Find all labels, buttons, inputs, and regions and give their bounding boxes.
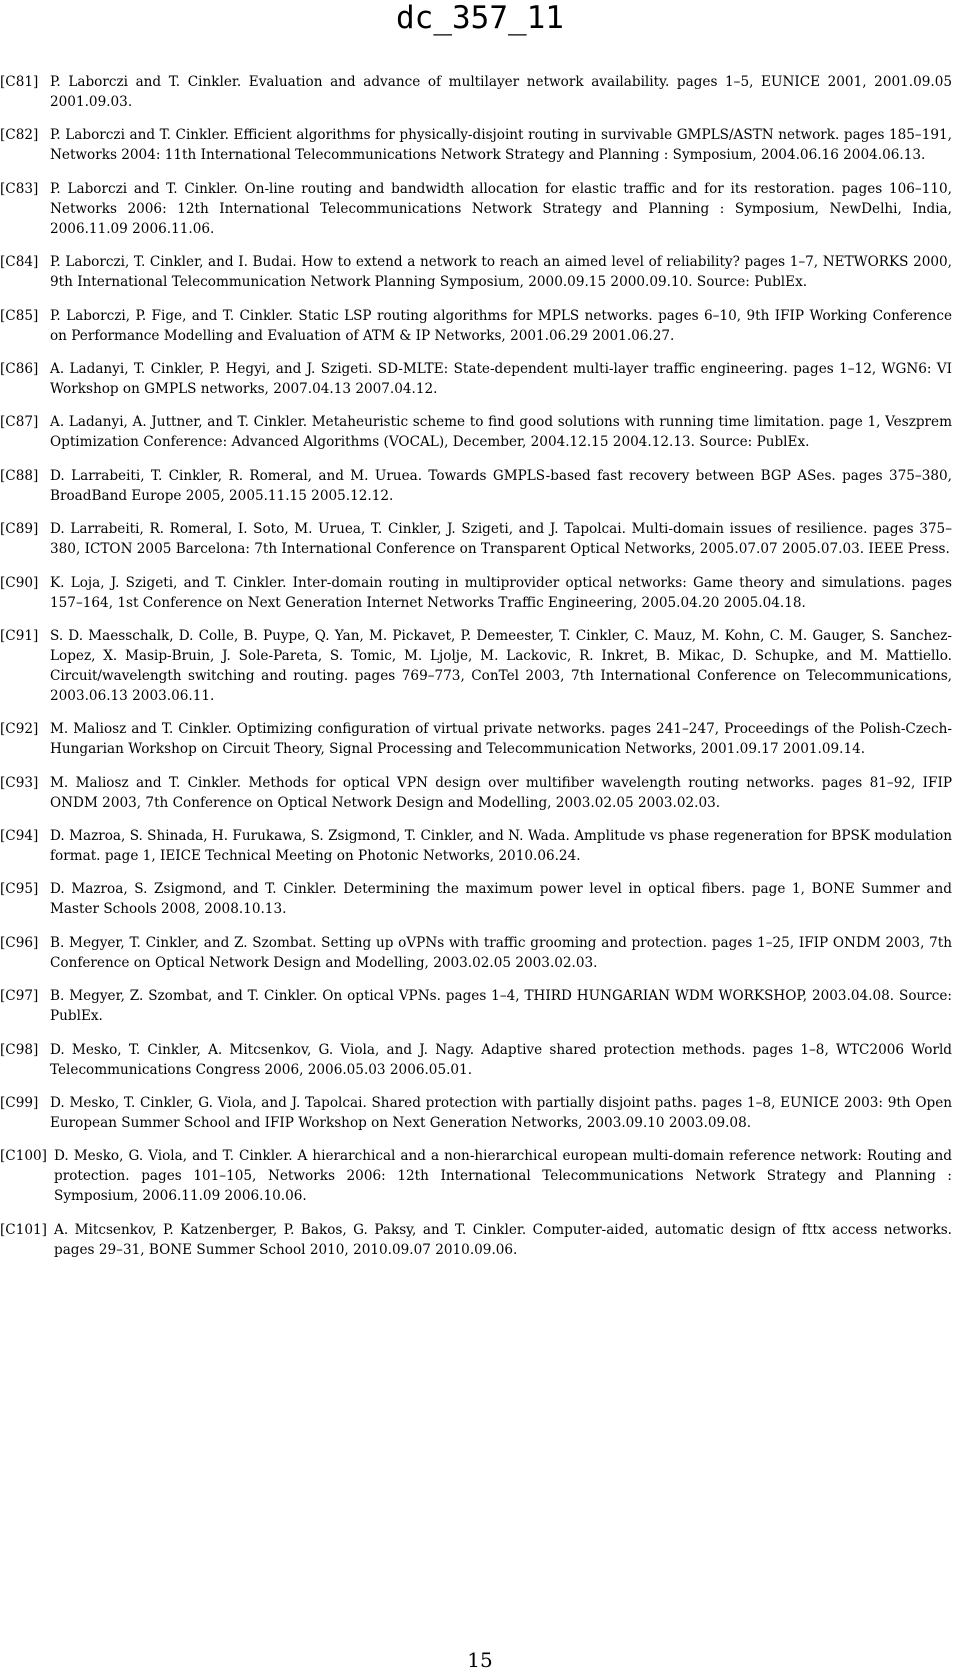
reference-key: [C101]	[0, 1221, 47, 1238]
reference-key: [C95]	[0, 881, 39, 898]
reference-key: [C94]	[0, 828, 39, 845]
reference-entry	[0, 72, 952, 112]
reference-entry	[0, 252, 952, 292]
reference-text: P. Laborczi and T. Cinkler. On-line routing and bandwidth allocation for elastic traffic and for its restoration. pages 106–110, Networks 2006: 12th International Telecommunications Network Strategy and Planning : Symposium, NewDelhi, India, 2006.11.09 2006.11.06.	[50, 180, 952, 237]
reference-key: [C83]	[0, 180, 39, 197]
reference-key: [C82]	[0, 127, 39, 144]
reference-key: [C100]	[0, 1148, 47, 1165]
reference-key: [C81]	[0, 74, 39, 90]
reference-text: D. Mesko, G. Viola, and T. Cinkler. A hierarchical and a non-hierarchical european multi-domain reference network: Routing and protection. pages 101–105, Networks 2006: 12th International Telecommunications Network Strategy and Planning : Symposium, 2006.11.09 2006.10.06.	[54, 1148, 952, 1205]
reference-text: B. Megyer, Z. Szombat, and T. Cinkler. On optical VPNs. pages 1–4, THIRD HUNGARIAN WDM WORKSHOP, 2003.04.08. Source: PublEx.	[50, 988, 952, 1025]
reference-key: [C84]	[0, 254, 39, 271]
reference-entry	[0, 1040, 952, 1080]
reference-text: A. Ladanyi, T. Cinkler, P. Hegyi, and J. Szigeti. SD-MLTE: State-dependent multi-layer traffic engineering. pages 1–12, WGN6: VI Workshop on GMPLS networks, 2007.04.13 2007.04.12.	[50, 360, 952, 397]
reference-text: D. Mesko, T. Cinkler, A. Mitcsenkov, G. Viola, and J. Nagy. Adaptive shared protection methods. pages 1–8, WTC2006 World Telecommunications Congress 2006, 2006.05.03 2006.05.01.	[50, 1041, 952, 1078]
reference-text: P. Laborczi, T. Cinkler, and I. Budai. How to extend a network to reach an aimed level of reliability? pages 1–7, NETWORKS 2000, 9th International Telecommunication Network Planning Symposium, 2000.09.15 2000.09.10. Source: PublEx.	[50, 254, 952, 291]
reference-entry	[0, 519, 952, 559]
reference-text: D. Larrabeiti, T. Cinkler, R. Romeral, and M. Uruea. Towards GMPLS-based fast recovery between BGP ASes. pages 375–380, BroadBand Europe 2005, 2005.11.15 2005.12.12.	[50, 467, 952, 504]
reference-text: D. Larrabeiti, R. Romeral, I. Soto, M. Uruea, T. Cinkler, J. Szigeti, and J. Tapolcai. Multi-domain issues of resilience. pages 375–380, ICTON 2005 Barcelona: 7th International Conference on Transparent Optical Networks, 2005.07.07 2005.07.03. IEEE Press.	[50, 521, 952, 558]
reference-text: S. D. Maesschalk, D. Colle, B. Puype, Q. Yan, M. Pickavet, P. Demeester, T. Cinkler, C. Mauz, M. Kohn, C. M. Gauger, S. Sanchez-Lopez, X. Masip-Bruin, J. Sole-Pareta, S. Tomic, M. Ljolje, M. Lackovic, R. Inkret, B. Mikac, D. Schupke, and M. Mattiello. Circuit/wavelength switching and routing. pages 769–773, ConTel 2003, 7th International Conference on Telecommunications, 2003.06.13 2003.06.11.	[50, 627, 952, 704]
reference-text: P. Laborczi and T. Cinkler. Evaluation and advance of multilayer network availability. pages 1–5, EUNICE 2001, 2001.09.05 2001.09.03.	[50, 74, 952, 110]
reference-entry	[0, 1093, 952, 1133]
reference-entry	[0, 412, 952, 452]
reference-key: [C91]	[0, 627, 39, 644]
reference-text: P. Laborczi and T. Cinkler. Efficient algorithms for physically-disjoint routing in survivable GMPLS/ASTN network. pages 185–191, Networks 2004: 11th International Telecommunications Network Strategy and Planning : Symposium, 2004.06.16 2004.06.13.	[50, 127, 952, 164]
reference-list	[0, 72, 952, 1273]
reference-entry	[0, 719, 952, 759]
reference-text: D. Mesko, T. Cinkler, G. Viola, and J. Tapolcai. Shared protection with partially disjoint paths. pages 1–8, EUNICE 2003: 9th Open European Summer School and IFIP Workshop on Next Generation Networks, 2003.09.10 2003.09.08.	[50, 1095, 952, 1132]
reference-entry	[0, 573, 952, 613]
reference-key: [C89]	[0, 521, 39, 538]
reference-key: [C93]	[0, 774, 39, 791]
reference-entry	[0, 359, 952, 399]
reference-key: [C87]	[0, 414, 39, 431]
reference-entry	[0, 1220, 952, 1260]
reference-key: [C96]	[0, 934, 39, 951]
reference-text: K. Loja, J. Szigeti, and T. Cinkler. Inter-domain routing in multiprovider optical networks: Game theory and simulations. pages 157–164, 1st Conference on Next Generation Internet Networks Traffic Engineering, 2005.04.20 2005.04.18.	[50, 574, 952, 611]
reference-key: [C86]	[0, 360, 39, 377]
reference-text: M. Maliosz and T. Cinkler. Methods for optical VPN design over multifiber wavelength routing networks. pages 81–92, IFIP ONDM 2003, 7th Conference on Optical Network Design and Modelling, 2003.02.05 2003.02.03.	[50, 774, 952, 811]
page-number: 15	[467, 1648, 493, 1672]
reference-key: [C98]	[0, 1041, 39, 1058]
reference-entry	[0, 466, 952, 506]
reference-key: [C97]	[0, 988, 39, 1005]
document-id-header: dc_357_11	[396, 0, 564, 36]
reference-entry	[0, 773, 952, 813]
reference-entry	[0, 1146, 952, 1206]
reference-text: M. Maliosz and T. Cinkler. Optimizing configuration of virtual private networks. pages 241–247, Proceedings of the Polish-Czech-Hungarian Workshop on Circuit Theory, Signal Processing and Telecommunication Networks, 2001.09.17 2001.09.14.	[50, 721, 952, 758]
reference-entry	[0, 879, 952, 919]
reference-entry	[0, 179, 952, 239]
reference-key: [C99]	[0, 1095, 39, 1112]
reference-key: [C90]	[0, 574, 39, 591]
reference-entry	[0, 306, 952, 346]
reference-entry	[0, 933, 952, 973]
reference-entry	[0, 826, 952, 866]
reference-key: [C88]	[0, 467, 39, 484]
reference-text: D. Mazroa, S. Shinada, H. Furukawa, S. Zsigmond, T. Cinkler, and N. Wada. Amplitude vs phase regeneration for BPSK modulation format. page 1, IEICE Technical Meeting on Photonic Networks, 2010.06.24.	[50, 828, 952, 865]
reference-text: A. Ladanyi, A. Juttner, and T. Cinkler. Metaheuristic scheme to find good solutions with running time limitation. page 1, Veszprem Optimization Conference: Advanced Algorithms (VOCAL), December, 2004.12.15 2004.12.13. Source: PublEx.	[50, 414, 952, 451]
reference-text: A. Mitcsenkov, P. Katzenberger, P. Bakos, G. Paksy, and T. Cinkler. Computer-aided, automatic design of fttx access networks. pages 29–31, BONE Summer School 2010, 2010.09.07 2010.09.06.	[54, 1221, 952, 1258]
reference-entry	[0, 626, 952, 706]
reference-text: P. Laborczi, P. Fige, and T. Cinkler. Static LSP routing algorithms for MPLS networks. pages 6–10, 9th IFIP Working Conference on Performance Modelling and Evaluation of ATM & IP Networks, 2001.06.29 2001.06.27.	[50, 307, 952, 344]
reference-key: [C92]	[0, 721, 39, 738]
reference-entry	[0, 986, 952, 1026]
reference-entry	[0, 125, 952, 165]
reference-text: B. Megyer, T. Cinkler, and Z. Szombat. Setting up oVPNs with traffic grooming and protection. pages 1–25, IFIP ONDM 2003, 7th Conference on Optical Network Design and Modelling, 2003.02.05 2003.02.03.	[50, 934, 952, 971]
reference-text: D. Mazroa, S. Zsigmond, and T. Cinkler. Determining the maximum power level in optical fibers. page 1, BONE Summer and Master Schools 2008, 2008.10.13.	[50, 881, 952, 918]
reference-key: [C85]	[0, 307, 39, 324]
